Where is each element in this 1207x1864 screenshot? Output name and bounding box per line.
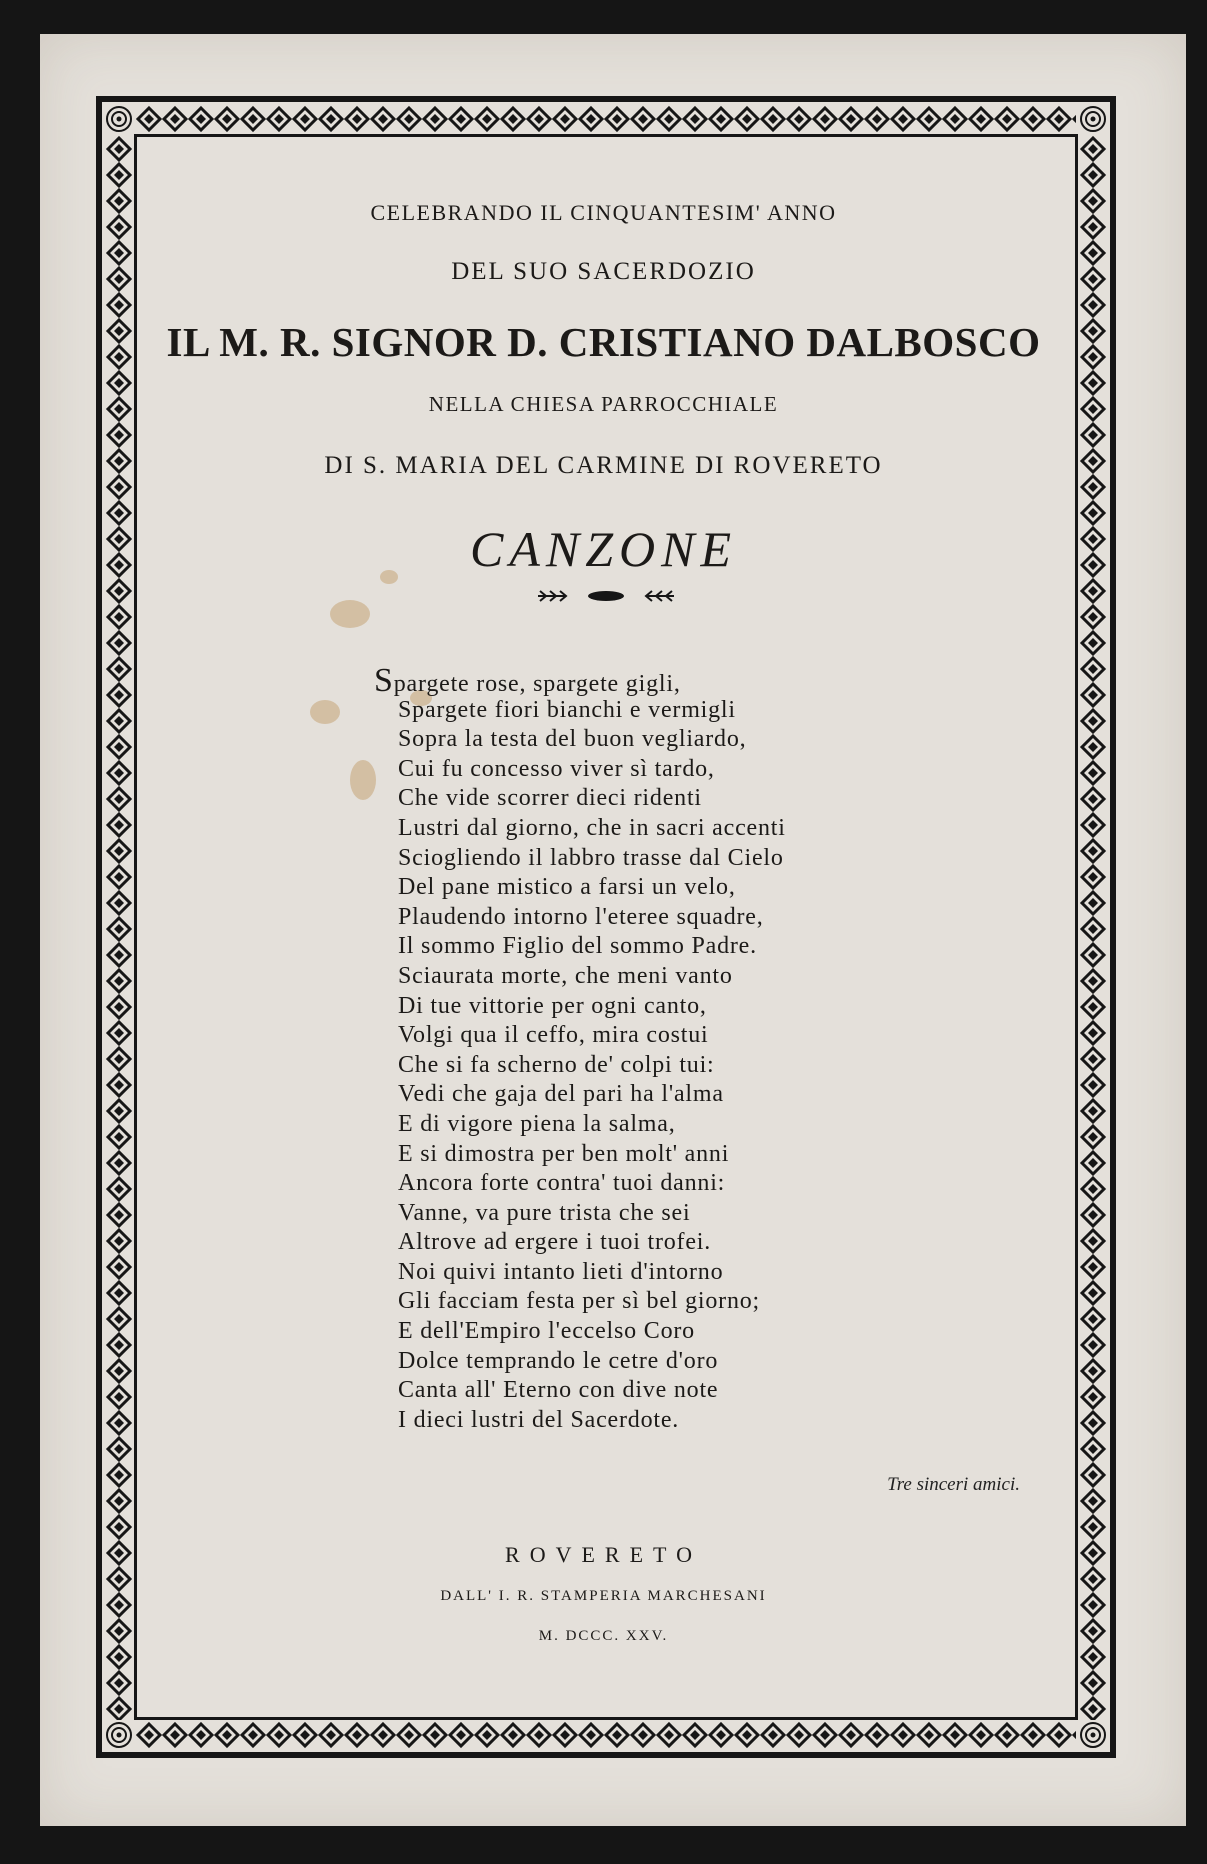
poem-line: E si dimostra per ben molt' anni [398,1140,730,1167]
imprint-city: ROVERETO [505,1542,702,1567]
poem-dropcap: S [374,662,394,699]
poem-line: Canta all' Eterno con dive note [398,1377,719,1404]
imprint-press: DALL' I. R. STAMPERIA MARCHESANI [440,1588,767,1604]
heading-line-5: DI S. MARIA DEL CARMINE DI ROVERETO [324,452,883,479]
ornamental-border-left [104,136,134,1720]
title-ornament-icon [536,588,676,609]
poem-line: Sciaurata morte, che meni vanto [398,962,733,989]
poem-line: E di vigore piena la salma, [398,1110,676,1137]
corner-rosette-icon [104,1720,134,1750]
poem-body [374,662,958,1435]
poem-line: Sopra la testa del buon vegliardo, [398,726,747,753]
corner-rosette-icon [1078,1720,1108,1750]
heading-line-4: NELLA CHIESA PARROCCHIALE [428,392,779,416]
poem-line: Sciogliendo il labbro trasse dal Cielo [398,844,784,871]
poem-line: Del pane mistico a farsi un velo, [398,874,736,901]
signature: Tre sinceri amici. [887,1474,1020,1495]
poem-line: Dolce temprando le cetre d'oro [398,1347,719,1374]
poem-line: Lustri dal giorno, che in sacri accenti [398,814,786,841]
poem-line: Vedi che gaja del pari ha l'alma [398,1081,724,1108]
poem-title: CANZONE [469,521,738,577]
heading-line-2: DEL SUO SACERDOZIO [451,258,756,285]
poem-line: Vanne, va pure trista che sei [398,1199,691,1226]
poem-line: Spargete fiori bianchi e vermigli [398,696,736,723]
poem-line: E dell'Empiro l'eccelso Coro [398,1318,695,1345]
poem-line: Cui fu concesso viver sì tardo, [398,755,715,782]
ornamental-border-right [1078,136,1108,1720]
heading-honoree-name: IL M. R. SIGNOR D. CRISTIANO DALBOSCO [166,319,1041,365]
poem-line: Plaudendo intorno l'eteree squadre, [398,903,764,930]
ornamental-border-top [136,104,1076,134]
poem-line: Noi quivi intanto lieti d'intorno [398,1258,724,1285]
poem-line: Il sommo Figlio del sommo Padre. [398,933,757,960]
poem-line: I dieci lustri del Sacerdote. [398,1406,680,1433]
poem-line: Ancora forte contra' tuoi danni: [398,1170,726,1197]
poem-line: Di tue vittorie per ogni canto, [398,992,707,1019]
ornamental-border-bottom [136,1720,1076,1750]
corner-rosette-icon [104,104,134,134]
imprint-year: M. DCCC. XXV. [538,1628,669,1644]
poem-line: Che si fa scherno de' colpi tui: [398,1051,715,1078]
poem-line: Gli facciam festa per sì bel giorno; [398,1288,761,1315]
poem-first-line-text: pargete rose, spargete gigli, [393,671,681,697]
poem-line: Altrove ad ergere i tuoi trofei. [398,1229,712,1256]
heading-line-1: CELEBRANDO IL CINQUANTESIM' ANNO [370,200,837,225]
corner-rosette-icon [1078,104,1108,134]
poem-first-line [374,662,958,699]
poem-line: Che vide scorrer dieci ridenti [398,785,702,812]
poem-line: Volgi qua il ceffo, mira costui [398,1022,709,1049]
